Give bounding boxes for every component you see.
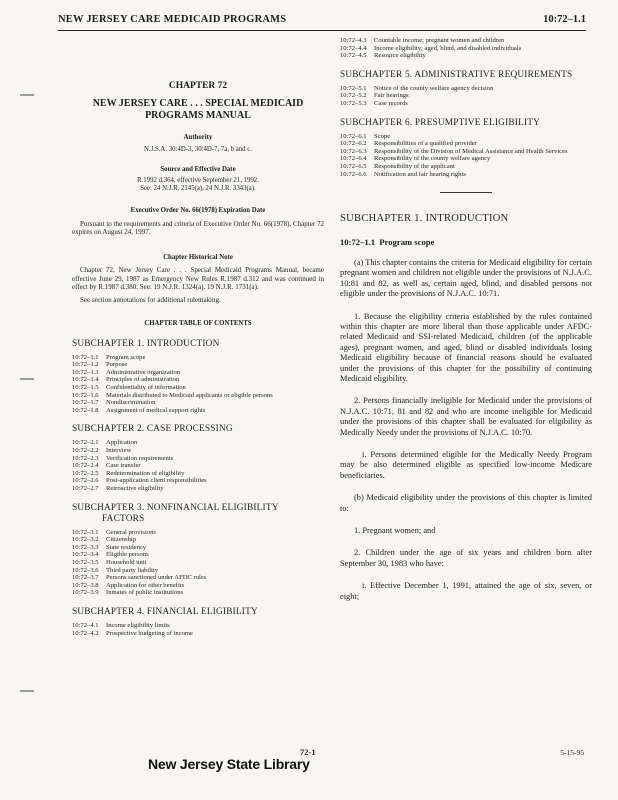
toc-section-number: 10:72–1.4 bbox=[72, 376, 99, 384]
toc-section-title: Responsibilities of a qualified provider bbox=[374, 140, 477, 148]
toc-section-title: Program scope bbox=[106, 353, 146, 361]
toc-section-number: 10:72–3.3 bbox=[72, 543, 99, 551]
toc-item[interactable] bbox=[72, 392, 324, 400]
toc-section-title: Countable income; pregnant women and children bbox=[374, 37, 505, 44]
toc-section-number: 10:72–5.1 bbox=[340, 84, 367, 92]
toc-section-title: Inmates of public institutions bbox=[106, 589, 184, 597]
toc-section-title: General provisions bbox=[106, 528, 156, 536]
toc-item[interactable] bbox=[72, 447, 324, 455]
toc-section-title: Income eligibility limits bbox=[106, 621, 170, 629]
toc-item[interactable] bbox=[72, 455, 324, 463]
toc-section-title: Notice of the county welfare agency decision bbox=[374, 84, 494, 92]
toc-item[interactable] bbox=[72, 544, 324, 552]
toc-item[interactable] bbox=[72, 559, 324, 567]
toc-item[interactable] bbox=[72, 567, 324, 575]
source-text-2: See: 24 N.J.R. 2145(a), 24 N.J.R. 3343(a). bbox=[140, 185, 256, 193]
toc-section-number: 10:72–2.5 bbox=[72, 469, 99, 477]
toc-subchapter-3-line2: FACTORS bbox=[102, 513, 145, 524]
toc-section-number: 10:72–3.4 bbox=[72, 551, 99, 559]
toc-subchapter-3 bbox=[72, 503, 324, 525]
toc-section-title: Case transfer bbox=[106, 462, 141, 470]
chapter-number: CHAPTER 72 bbox=[168, 81, 228, 91]
toc-list-1 bbox=[72, 354, 324, 415]
section-title: Program scope bbox=[379, 236, 435, 247]
library-stamp: New Jersey State Library bbox=[148, 756, 310, 772]
source-text-1: R.1992 d.364, effective September 21, 1992. bbox=[137, 177, 259, 185]
toc-list-5 bbox=[340, 85, 592, 108]
chapter-title-line2: PROGRAMS MANUAL bbox=[145, 110, 251, 122]
toc-section-title: Eligible persons bbox=[106, 551, 149, 559]
paragraph-a: (a) This chapter contains the criteria for Medicaid eligibility for certain pregnant women and children not eligible under the provisions of N.J.A.C. 10:81 and 82, as well as, certain aged, blind, and disabled persons not eligible under the provisions of N.J.A.C. 10:71. bbox=[340, 257, 592, 299]
toc-section-number: 10:72–1.6 bbox=[72, 391, 99, 399]
toc-item[interactable] bbox=[72, 407, 324, 415]
toc-section-title: Responsibility of the Division of Medical Assistance and Health Services bbox=[374, 147, 568, 155]
revision-date: 5-15-95 bbox=[560, 748, 584, 757]
toc-list-6 bbox=[340, 133, 592, 179]
toc-section-title: Application for other benefits bbox=[106, 581, 185, 589]
paragraph-b-1: 1. Pregnant women; and bbox=[354, 526, 436, 536]
toc-section-number: 10:72–4.3 bbox=[340, 37, 367, 44]
toc-item[interactable] bbox=[72, 384, 324, 392]
toc-subchapter-4: SUBCHAPTER 4. FINANCIAL ELIGIBILITY bbox=[72, 606, 258, 617]
chapter-title-line1: NEW JERSEY CARE . . . SPECIAL MEDICAID bbox=[92, 98, 304, 110]
toc-item[interactable] bbox=[72, 361, 324, 369]
margin-mark bbox=[20, 690, 34, 692]
source-heading: Source and Effective Date bbox=[160, 165, 236, 173]
toc-item[interactable] bbox=[72, 589, 324, 597]
toc-section-title: Household unit bbox=[106, 558, 147, 566]
toc-section-number: 10:72–1.8 bbox=[72, 406, 99, 414]
paragraph-a-2: 2. Persons financially ineligible for Medicaid under the provisions of N.J.A.C. 10:71, 81 and 82 and who are income ineligible for Medicaid under the provisions of this chapter shall be evaluated for eligibility as Medically Needy under the provisions of N.J.A.C. 10:70. bbox=[340, 396, 592, 437]
toc-section-title: Case records bbox=[374, 99, 408, 107]
header-section: 10:72–1.1 bbox=[543, 14, 586, 25]
annotations-note: See section annotations for additional rulemaking. bbox=[80, 296, 221, 305]
toc-item[interactable] bbox=[72, 630, 324, 638]
toc-item[interactable] bbox=[340, 37, 592, 45]
toc-item[interactable] bbox=[340, 45, 592, 53]
toc-section-number: 10:72–2.2 bbox=[72, 447, 99, 454]
toc-item[interactable] bbox=[340, 155, 592, 163]
toc-section-title: Verification requirements bbox=[106, 454, 174, 462]
toc-section-number: 10:72–5.2 bbox=[340, 92, 367, 100]
paragraph-b-2-i: i. Effective December 1, 1991, attained the age of six, seven, or eight; bbox=[340, 581, 592, 601]
toc-section-number: 10:72–4.5 bbox=[340, 52, 367, 60]
toc-section-number: 10:72–6.3 bbox=[340, 147, 367, 155]
authority-heading: Authority bbox=[183, 134, 213, 142]
toc-item[interactable] bbox=[340, 92, 592, 100]
toc-item[interactable] bbox=[72, 369, 324, 377]
executive-order-text: Pursuant to the requirements and criteria of Executive Order No. 66(1978), Chapter 72 expires on August 24, 1997. bbox=[72, 219, 324, 236]
toc-section-title: Scope bbox=[374, 132, 391, 140]
toc-section-number: 10:72–3.9 bbox=[72, 589, 99, 597]
toc-subchapter-5: SUBCHAPTER 5. ADMINISTRATIVE REQUIREMENTS bbox=[340, 69, 573, 80]
toc-section-title: Application bbox=[106, 439, 138, 447]
toc-section-title: Persons sanctioned under AFDC rules bbox=[106, 574, 207, 582]
authority-text: N.J.S.A. 30:4D-3, 30:4D-7, 7a, b and c. bbox=[144, 145, 252, 153]
toc-section-title: State residency bbox=[106, 543, 147, 551]
toc-section-number: 10:72–6.1 bbox=[340, 132, 367, 140]
toc-section-title: Income eligibility; aged, blind, and disabled individuals bbox=[374, 44, 522, 52]
toc-section-number: 10:72–3.1 bbox=[72, 528, 99, 536]
toc-section-title: Redetermination of eligibility bbox=[106, 469, 185, 477]
toc-item[interactable] bbox=[340, 163, 592, 171]
paragraph-a-2-i: i. Persons determined eligible for the Medically Needy Program may be also determined eligible as specified low-income Medicare beneficiaries. bbox=[340, 450, 592, 480]
toc-section-title: Principles of administration bbox=[106, 376, 180, 384]
toc-item[interactable] bbox=[72, 439, 324, 447]
toc-section-number: 10:72–2.7 bbox=[72, 484, 99, 492]
toc-section-number: 10:72–2.1 bbox=[72, 439, 99, 447]
toc-list-3 bbox=[72, 529, 324, 597]
toc-section-number: 10:72–2.6 bbox=[72, 477, 99, 485]
toc-section-number: 10:72–1.5 bbox=[72, 384, 99, 392]
toc-subchapter-1: SUBCHAPTER 1. INTRODUCTION bbox=[72, 338, 220, 349]
historical-note-heading: Chapter Historical Note bbox=[163, 254, 233, 262]
left-column bbox=[72, 40, 324, 637]
toc-section-number: 10:72–4.4 bbox=[340, 44, 367, 52]
toc-subchapter-3-line1: SUBCHAPTER 3. NONFINANCIAL ELIGIBILITY bbox=[72, 502, 279, 513]
toc-subchapter-6: SUBCHAPTER 6. PRESUMPTIVE ELIGIBILITY bbox=[340, 117, 541, 128]
toc-section-number: 10:72–6.5 bbox=[340, 162, 367, 170]
toc-section-number: 10:72–2.3 bbox=[72, 454, 99, 462]
toc-item[interactable] bbox=[340, 85, 592, 93]
toc-section-title: Resource eligibility bbox=[374, 52, 426, 60]
paragraph-b-2: 2. Children under the age of six years and children born after September 30, 1983 who have: bbox=[340, 548, 592, 568]
toc-section-title: Retroactive eligibility bbox=[106, 484, 164, 492]
toc-section-title: Administrative organization bbox=[106, 368, 181, 376]
toc-item[interactable] bbox=[340, 140, 592, 148]
toc-section-title: Citizenship bbox=[106, 536, 137, 544]
historical-note-text: Chapter 72, New Jersey Care . . . Special Medicaid Programs Manual, became effective June 29, 1987 as Emergency New Rules R.1987 d.312 and was continued in effect by R.1987 d.380. See: 19 N.J.R. 1324(a), 19 N.J.R. 1731(a). bbox=[72, 266, 324, 291]
toc-item[interactable] bbox=[72, 536, 324, 544]
toc-section-number: 10:72–1.3 bbox=[72, 368, 99, 376]
toc-subchapter-2: SUBCHAPTER 2. CASE PROCESSING bbox=[72, 424, 233, 435]
toc-section-title: Post-application client responsibilities bbox=[106, 477, 207, 485]
chapter-title bbox=[72, 98, 324, 122]
toc-section-number: 10:72–3.7 bbox=[72, 574, 99, 582]
toc-item[interactable] bbox=[72, 354, 324, 362]
toc-item[interactable] bbox=[72, 462, 324, 470]
toc-section-number: 10:72–2.4 bbox=[72, 462, 99, 470]
toc-item[interactable] bbox=[72, 399, 324, 407]
margin-mark bbox=[20, 94, 34, 96]
toc-item[interactable] bbox=[340, 52, 592, 60]
toc-list-2 bbox=[72, 439, 324, 492]
toc-section-number: 10:72–3.5 bbox=[72, 558, 99, 566]
toc-list-4 bbox=[72, 622, 324, 637]
toc-section-title: Purpose bbox=[106, 361, 128, 369]
toc-section-title: Fair hearings bbox=[374, 92, 409, 100]
toc-section-title: Confidentiality of information bbox=[106, 384, 186, 392]
toc-item[interactable] bbox=[340, 100, 592, 108]
toc-item[interactable] bbox=[72, 574, 324, 582]
toc-item[interactable] bbox=[72, 582, 324, 590]
toc-section-number: 10:72–5.3 bbox=[340, 99, 367, 107]
toc-item[interactable] bbox=[72, 485, 324, 493]
toc-item[interactable] bbox=[72, 376, 324, 384]
toc-item[interactable] bbox=[72, 622, 324, 630]
toc-item[interactable] bbox=[340, 148, 592, 156]
toc-item[interactable] bbox=[340, 133, 592, 141]
toc-section-title: Assignment of medical support rights bbox=[106, 406, 206, 414]
toc-section-number: 10:72–6.2 bbox=[340, 140, 367, 148]
toc-section-title: Nondiscrimination bbox=[106, 399, 156, 407]
toc-heading: CHAPTER TABLE OF CONTENTS bbox=[144, 320, 252, 328]
toc-section-title: Interview bbox=[106, 447, 132, 454]
toc-section-number: 10:72–3.8 bbox=[72, 581, 99, 589]
toc-section-number: 10:72–1.2 bbox=[72, 361, 99, 369]
toc-section-title: Responsibility of the county welfare agency bbox=[374, 155, 491, 163]
toc-item[interactable] bbox=[72, 477, 324, 485]
paragraph-a-1: 1. Because the eligibility criteria established by the rules contained within this chapter are more liberal than those applicable under AFDC-related Medicaid and SSI-related Medicaid, children (of the applicable ages), pregnant women, and aged, blind or disabled individuals losing Medicaid eligibility because of financial reasons should be evaluated under the provisions of this chapter for the possibility of continuing Medicaid eligibility. bbox=[340, 311, 592, 383]
toc-section-number: 10:72–4.2 bbox=[72, 629, 99, 637]
toc-item[interactable] bbox=[340, 171, 592, 179]
toc-section-number: 10:72–3.2 bbox=[72, 536, 99, 544]
toc-item[interactable] bbox=[72, 470, 324, 478]
header-title: NEW JERSEY CARE MEDICAID PROGRAMS bbox=[58, 14, 287, 25]
executive-order-heading: Executive Order No. 66(1978) Expiration Date bbox=[130, 207, 266, 215]
running-header bbox=[58, 14, 586, 31]
toc-section-number: 10:72–3.6 bbox=[72, 566, 99, 574]
toc-section-title: Prospective budgeting of income bbox=[106, 629, 193, 637]
toc-section-title: Notification and fair hearing rights bbox=[374, 170, 466, 178]
toc-section-number: 10:72–4.1 bbox=[72, 621, 99, 629]
toc-section-number: 10:72–1.1 bbox=[72, 353, 99, 361]
paragraph-b: (b) Medicaid eligibility under the provisions of this chapter is limited to: bbox=[340, 493, 592, 513]
toc-section-number: 10:72–6.6 bbox=[340, 170, 367, 178]
toc-section-title: Third party liability bbox=[106, 566, 159, 574]
section-divider bbox=[440, 192, 492, 193]
subchapter-heading: SUBCHAPTER 1. INTRODUCTION bbox=[340, 213, 509, 225]
toc-section-number: 10:72–6.4 bbox=[340, 155, 367, 163]
toc-section-title: Materials distributed to Medicaid applicants or eligible persons bbox=[106, 391, 273, 399]
page-number: 72-1 bbox=[300, 747, 316, 757]
toc-item[interactable] bbox=[72, 551, 324, 559]
toc-section-number: 10:72–1.7 bbox=[72, 399, 99, 407]
toc-list-4-cont bbox=[340, 37, 592, 60]
section-heading bbox=[340, 238, 592, 246]
margin-mark bbox=[20, 378, 34, 380]
section-number: 10:72–1.1 bbox=[340, 236, 376, 247]
toc-item[interactable] bbox=[72, 529, 324, 537]
right-column bbox=[340, 37, 592, 602]
toc-section-title: Responsibility of the applicant bbox=[374, 162, 455, 170]
